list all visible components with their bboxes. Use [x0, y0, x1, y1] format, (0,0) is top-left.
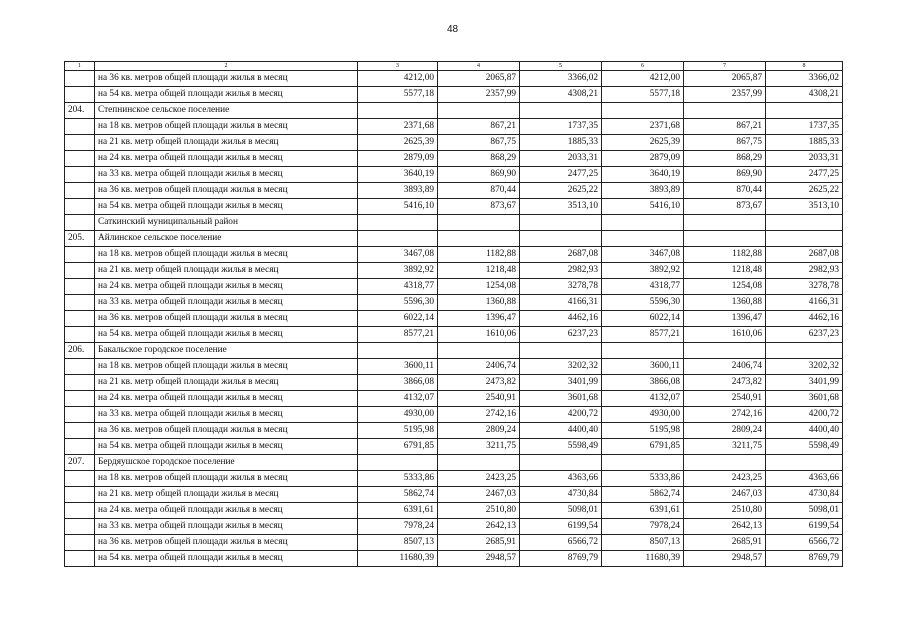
value-cell: 3278,78	[520, 279, 602, 295]
value-cell: 5596,30	[602, 295, 684, 311]
row-label: на 36 кв. метров общей площади жилья в месяц	[95, 423, 358, 439]
value-cell: 11680,39	[602, 551, 684, 567]
row-number-cell	[65, 487, 95, 503]
table-body	[65, 62, 843, 567]
row-number-cell	[65, 119, 95, 135]
column-number-7: 7	[684, 62, 766, 71]
row-number-cell	[65, 327, 95, 343]
table-row	[65, 151, 843, 167]
value-cell: 868,29	[438, 151, 520, 167]
value-cell: 3600,11	[358, 359, 438, 375]
row-number-cell	[65, 199, 95, 215]
table-row	[65, 423, 843, 439]
value-cell: 2742,16	[438, 407, 520, 423]
value-cell: 3601,68	[520, 391, 602, 407]
empty-cell	[766, 103, 843, 119]
value-cell: 1182,88	[438, 247, 520, 263]
value-cell: 3278,78	[766, 279, 843, 295]
value-cell: 2406,74	[438, 359, 520, 375]
value-cell: 2948,57	[438, 551, 520, 567]
value-cell: 7978,24	[602, 519, 684, 535]
value-cell: 6566,72	[520, 535, 602, 551]
value-cell: 4200,72	[766, 407, 843, 423]
value-cell: 4363,66	[766, 471, 843, 487]
row-label: на 24 кв. метра общей площади жилья в месяц	[95, 279, 358, 295]
row-label: на 18 кв. метров общей площади жилья в месяц	[95, 247, 358, 263]
value-cell: 5596,30	[358, 295, 438, 311]
row-label: на 36 кв. метров общей площади жилья в месяц	[95, 311, 358, 327]
value-cell: 870,44	[684, 183, 766, 199]
table-row	[65, 119, 843, 135]
value-cell: 2642,13	[438, 519, 520, 535]
table-row	[65, 311, 843, 327]
empty-cell	[438, 455, 520, 471]
row-number-cell	[65, 135, 95, 151]
value-cell: 2948,57	[684, 551, 766, 567]
row-label: на 54 кв. метра общей площади жилья в месяц	[95, 199, 358, 215]
value-cell: 3513,10	[520, 199, 602, 215]
value-cell: 5598,49	[520, 439, 602, 455]
value-cell: 3211,75	[684, 439, 766, 455]
value-cell: 4930,00	[602, 407, 684, 423]
table-row	[65, 487, 843, 503]
value-cell: 5098,01	[520, 503, 602, 519]
empty-cell	[766, 215, 843, 231]
row-label: на 18 кв. метров общей площади жилья в месяц	[95, 359, 358, 375]
value-cell: 3601,68	[766, 391, 843, 407]
table-row	[65, 519, 843, 535]
value-cell: 3640,19	[602, 167, 684, 183]
row-label: на 36 кв. метров общей площади жилья в месяц	[95, 183, 358, 199]
value-cell: 3893,89	[358, 183, 438, 199]
empty-cell	[684, 455, 766, 471]
column-number-2: 2	[95, 62, 358, 71]
row-label: на 54 кв. метра общей площади жилья в месяц	[95, 87, 358, 103]
value-cell: 6391,61	[358, 503, 438, 519]
row-label: на 21 кв. метр общей площади жилья в месяц	[95, 375, 358, 391]
value-cell: 867,21	[684, 119, 766, 135]
value-cell: 3866,08	[602, 375, 684, 391]
value-cell: 2406,74	[684, 359, 766, 375]
value-cell: 8769,79	[766, 551, 843, 567]
column-number-4: 4	[438, 62, 520, 71]
value-cell: 1218,48	[684, 263, 766, 279]
section-number: 206.	[65, 343, 95, 359]
value-cell: 2510,80	[438, 503, 520, 519]
value-cell: 2742,16	[684, 407, 766, 423]
value-cell: 1737,35	[766, 119, 843, 135]
value-cell: 6791,85	[602, 439, 684, 455]
row-label: на 33 кв. метра общей площади жилья в месяц	[95, 519, 358, 535]
value-cell: 4363,66	[520, 471, 602, 487]
column-number-6: 6	[602, 62, 684, 71]
value-cell: 2685,91	[438, 535, 520, 551]
column-number-row	[65, 62, 843, 71]
value-cell: 2033,31	[766, 151, 843, 167]
table-row	[65, 279, 843, 295]
value-cell: 1396,47	[438, 311, 520, 327]
value-cell: 3513,10	[766, 199, 843, 215]
tariff-table	[64, 61, 843, 567]
value-cell: 4462,16	[520, 311, 602, 327]
row-label: на 24 кв. метра общей площади жилья в месяц	[95, 391, 358, 407]
value-cell: 2540,91	[438, 391, 520, 407]
value-cell: 3600,11	[602, 359, 684, 375]
empty-cell	[438, 231, 520, 247]
value-cell: 2473,82	[438, 375, 520, 391]
value-cell: 6022,14	[358, 311, 438, 327]
page-number: 48	[446, 24, 459, 35]
value-cell: 1182,88	[684, 247, 766, 263]
value-cell: 3366,02	[520, 71, 602, 87]
row-label: на 21 кв. метр общей площади жилья в месяц	[95, 263, 358, 279]
section-number: 204.	[65, 103, 95, 119]
value-cell: 5416,10	[602, 199, 684, 215]
value-cell: 6566,72	[766, 535, 843, 551]
row-label: на 54 кв. метра общей площади жилья в месяц	[95, 551, 358, 567]
value-cell: 3640,19	[358, 167, 438, 183]
value-cell: 6022,14	[602, 311, 684, 327]
column-number-8: 8	[766, 62, 843, 71]
value-cell: 3467,08	[358, 247, 438, 263]
value-cell: 1360,88	[684, 295, 766, 311]
value-cell: 2625,22	[766, 183, 843, 199]
section-title: Степнинское сельское поселение	[95, 103, 358, 119]
value-cell: 5577,18	[358, 87, 438, 103]
section-title: Айлинское сельское поселение	[95, 231, 358, 247]
value-cell: 867,75	[438, 135, 520, 151]
value-cell: 2982,93	[520, 263, 602, 279]
table-row	[65, 135, 843, 151]
section-row	[65, 103, 843, 119]
value-cell: 4318,77	[602, 279, 684, 295]
table-row	[65, 359, 843, 375]
value-cell: 2371,68	[358, 119, 438, 135]
row-label: на 18 кв. метров общей площади жилья в месяц	[95, 471, 358, 487]
table-row	[65, 87, 843, 103]
table-row	[65, 471, 843, 487]
row-number-cell	[65, 471, 95, 487]
value-cell: 5098,01	[766, 503, 843, 519]
value-cell: 2357,99	[438, 87, 520, 103]
value-cell: 4212,00	[358, 71, 438, 87]
value-cell: 1610,06	[438, 327, 520, 343]
value-cell: 8577,21	[602, 327, 684, 343]
row-label: на 33 кв. метра общей площади жилья в месяц	[95, 167, 358, 183]
row-number-cell	[65, 407, 95, 423]
value-cell: 4462,16	[766, 311, 843, 327]
empty-cell	[766, 455, 843, 471]
empty-cell	[684, 103, 766, 119]
empty-cell	[438, 343, 520, 359]
value-cell: 3366,02	[766, 71, 843, 87]
value-cell: 867,21	[438, 119, 520, 135]
value-cell: 2423,25	[438, 471, 520, 487]
value-cell: 6237,23	[520, 327, 602, 343]
table-row	[65, 199, 843, 215]
row-number-cell	[65, 263, 95, 279]
row-number-cell	[65, 183, 95, 199]
row-number-cell	[65, 391, 95, 407]
empty-cell	[358, 231, 438, 247]
value-cell: 2625,39	[602, 135, 684, 151]
value-cell: 5598,49	[766, 439, 843, 455]
table-row	[65, 71, 843, 87]
value-cell: 8577,21	[358, 327, 438, 343]
value-cell: 5333,86	[602, 471, 684, 487]
empty-cell	[602, 231, 684, 247]
section-number: 207.	[65, 455, 95, 471]
value-cell: 2477,25	[766, 167, 843, 183]
value-cell: 2477,25	[520, 167, 602, 183]
value-cell: 869,90	[684, 167, 766, 183]
value-cell: 2809,24	[684, 423, 766, 439]
value-cell: 2357,99	[684, 87, 766, 103]
section-row	[65, 231, 843, 247]
value-cell: 4730,84	[520, 487, 602, 503]
value-cell: 3866,08	[358, 375, 438, 391]
value-cell: 2510,80	[684, 503, 766, 519]
value-cell: 8507,13	[358, 535, 438, 551]
empty-cell	[684, 215, 766, 231]
value-cell: 3202,32	[766, 359, 843, 375]
value-cell: 2467,03	[684, 487, 766, 503]
row-number-cell	[65, 311, 95, 327]
value-cell: 3893,89	[602, 183, 684, 199]
value-cell: 5862,74	[358, 487, 438, 503]
row-number-cell	[65, 279, 95, 295]
row-number-cell	[65, 151, 95, 167]
value-cell: 6199,54	[766, 519, 843, 535]
value-cell: 2879,09	[602, 151, 684, 167]
value-cell: 873,67	[684, 199, 766, 215]
row-label: на 36 кв. метров общей площади жилья в месяц	[95, 71, 358, 87]
empty-cell	[520, 231, 602, 247]
section-title: Бердяушское городское поселение	[95, 455, 358, 471]
table-row	[65, 375, 843, 391]
empty-cell	[520, 103, 602, 119]
table-row	[65, 391, 843, 407]
row-number-cell	[65, 551, 95, 567]
value-cell: 5195,98	[602, 423, 684, 439]
empty-cell	[358, 103, 438, 119]
empty-cell	[602, 343, 684, 359]
table-row	[65, 263, 843, 279]
value-cell: 4166,31	[520, 295, 602, 311]
row-number-cell	[65, 503, 95, 519]
value-cell: 7978,24	[358, 519, 438, 535]
row-label: на 21 кв. метр общей площади жилья в месяц	[95, 487, 358, 503]
value-cell: 869,90	[438, 167, 520, 183]
row-label: на 24 кв. метра общей площади жилья в месяц	[95, 151, 358, 167]
value-cell: 5416,10	[358, 199, 438, 215]
value-cell: 2687,08	[520, 247, 602, 263]
empty-cell	[602, 455, 684, 471]
value-cell: 1218,48	[438, 263, 520, 279]
empty-cell	[602, 215, 684, 231]
value-cell: 5577,18	[602, 87, 684, 103]
empty-cell	[602, 103, 684, 119]
value-cell: 3467,08	[602, 247, 684, 263]
table-row	[65, 295, 843, 311]
district-row	[65, 215, 843, 231]
value-cell: 4200,72	[520, 407, 602, 423]
row-number-cell	[65, 295, 95, 311]
empty-cell	[358, 455, 438, 471]
value-cell: 873,67	[438, 199, 520, 215]
table-row	[65, 183, 843, 199]
empty-cell	[438, 103, 520, 119]
table-row	[65, 407, 843, 423]
section-number: 205.	[65, 231, 95, 247]
value-cell: 2879,09	[358, 151, 438, 167]
value-cell: 1737,35	[520, 119, 602, 135]
empty-cell	[684, 231, 766, 247]
row-number-cell	[65, 167, 95, 183]
value-cell: 5333,86	[358, 471, 438, 487]
value-cell: 11680,39	[358, 551, 438, 567]
value-cell: 4930,00	[358, 407, 438, 423]
row-label: на 54 кв. метра общей площади жилья в месяц	[95, 439, 358, 455]
value-cell: 2625,22	[520, 183, 602, 199]
value-cell: 4400,40	[766, 423, 843, 439]
value-cell: 1360,88	[438, 295, 520, 311]
table-row	[65, 535, 843, 551]
row-label: на 24 кв. метра общей площади жилья в месяц	[95, 503, 358, 519]
value-cell: 2473,82	[684, 375, 766, 391]
value-cell: 4166,31	[766, 295, 843, 311]
row-label: на 36 кв. метров общей площади жилья в месяц	[95, 535, 358, 551]
row-number-cell	[65, 519, 95, 535]
table-row	[65, 439, 843, 455]
value-cell: 5862,74	[602, 487, 684, 503]
value-cell: 3892,92	[602, 263, 684, 279]
value-cell: 2642,13	[684, 519, 766, 535]
value-cell: 3401,99	[520, 375, 602, 391]
value-cell: 4212,00	[602, 71, 684, 87]
value-cell: 867,75	[684, 135, 766, 151]
empty-cell	[520, 215, 602, 231]
value-cell: 1885,33	[520, 135, 602, 151]
empty-cell	[438, 215, 520, 231]
value-cell: 4308,21	[766, 87, 843, 103]
empty-cell	[358, 343, 438, 359]
row-number-cell	[65, 247, 95, 263]
row-number-cell	[65, 359, 95, 375]
table-row	[65, 167, 843, 183]
value-cell: 2065,87	[684, 71, 766, 87]
value-cell: 2625,39	[358, 135, 438, 151]
value-cell: 2540,91	[684, 391, 766, 407]
value-cell: 2371,68	[602, 119, 684, 135]
row-label: на 21 кв. метр общей площади жилья в месяц	[95, 135, 358, 151]
value-cell: 870,44	[438, 183, 520, 199]
row-number-cell	[65, 71, 95, 87]
row-number-cell	[65, 439, 95, 455]
value-cell: 2687,08	[766, 247, 843, 263]
value-cell: 868,29	[684, 151, 766, 167]
row-label: на 33 кв. метра общей площади жилья в месяц	[95, 407, 358, 423]
value-cell: 8769,79	[520, 551, 602, 567]
value-cell: 4308,21	[520, 87, 602, 103]
row-number-cell	[65, 375, 95, 391]
row-label: на 54 кв. метра общей площади жилья в месяц	[95, 327, 358, 343]
empty-cell	[766, 231, 843, 247]
row-label: на 18 кв. метров общей площади жилья в месяц	[95, 119, 358, 135]
value-cell: 1610,06	[684, 327, 766, 343]
value-cell: 2685,91	[684, 535, 766, 551]
value-cell: 6791,85	[358, 439, 438, 455]
empty-cell	[684, 343, 766, 359]
value-cell: 3401,99	[766, 375, 843, 391]
section-row	[65, 343, 843, 359]
table-row	[65, 327, 843, 343]
value-cell: 2982,93	[766, 263, 843, 279]
value-cell: 4730,84	[766, 487, 843, 503]
value-cell: 2467,03	[438, 487, 520, 503]
empty-cell	[358, 215, 438, 231]
value-cell: 4400,40	[520, 423, 602, 439]
row-number-cell	[65, 87, 95, 103]
value-cell: 1885,33	[766, 135, 843, 151]
value-cell: 1396,47	[684, 311, 766, 327]
value-cell: 2065,87	[438, 71, 520, 87]
value-cell: 2809,24	[438, 423, 520, 439]
section-row	[65, 455, 843, 471]
row-label: на 33 кв. метра общей площади жилья в месяц	[95, 295, 358, 311]
value-cell: 6199,54	[520, 519, 602, 535]
column-number-1: 1	[65, 62, 95, 71]
table-row	[65, 503, 843, 519]
row-number-cell	[65, 535, 95, 551]
value-cell: 2033,31	[520, 151, 602, 167]
value-cell: 5195,98	[358, 423, 438, 439]
value-cell: 3202,32	[520, 359, 602, 375]
row-number-cell	[65, 423, 95, 439]
value-cell: 6391,61	[602, 503, 684, 519]
value-cell: 4318,77	[358, 279, 438, 295]
empty-cell	[520, 455, 602, 471]
value-cell: 3211,75	[438, 439, 520, 455]
column-number-3: 3	[358, 62, 438, 71]
value-cell: 4132,07	[358, 391, 438, 407]
value-cell: 8507,13	[602, 535, 684, 551]
empty-cell	[766, 343, 843, 359]
empty-cell	[520, 343, 602, 359]
table-row	[65, 551, 843, 567]
section-title: Бакальское городское поселение	[95, 343, 358, 359]
district-title: Саткинский муниципальный район	[95, 215, 358, 231]
value-cell: 2423,25	[684, 471, 766, 487]
column-number-5: 5	[520, 62, 602, 71]
value-cell: 4132,07	[602, 391, 684, 407]
table-row	[65, 247, 843, 263]
value-cell: 3892,92	[358, 263, 438, 279]
value-cell: 1254,08	[684, 279, 766, 295]
value-cell: 6237,23	[766, 327, 843, 343]
value-cell: 1254,08	[438, 279, 520, 295]
row-number-cell	[65, 215, 95, 231]
